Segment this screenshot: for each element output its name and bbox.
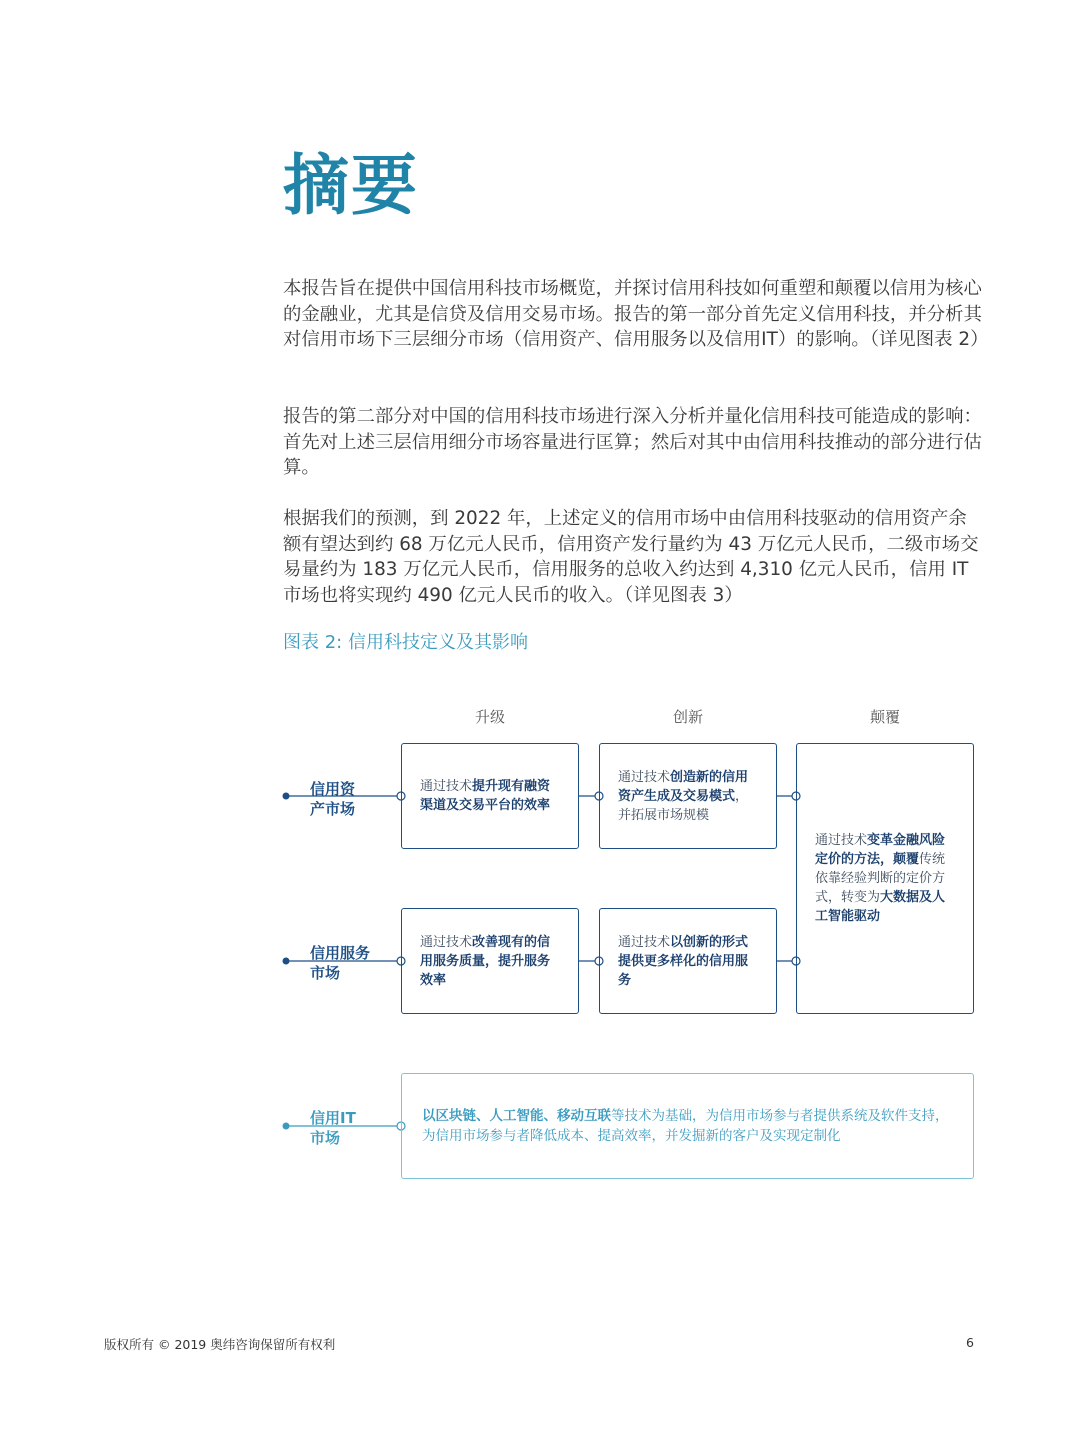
- figure-title: 图表 2: 信用科技定义及其影响: [283, 632, 528, 653]
- cell-asset-innovate: [599, 743, 777, 849]
- row-label-line: 市场: [310, 964, 341, 982]
- row-label-line: 信用服务: [310, 944, 371, 962]
- cell-text-normal: 传统依靠经验判断的定价方式，转变为: [815, 852, 946, 905]
- paragraph-intro: 本报告旨在提供中国信用科技市场概览，并探讨信用科技如何重塑和颠覆以信用为核心的金融业，尤其是信贷及信用交易市场。报告的第一部分首先定义信用科技，并分析其对信用市场下三层细分市场（信用资产、信用服务以及信用IT）的影响。（详见图表 2）: [283, 278, 989, 350]
- cell-text-bold: 以区块链、人工智能、移动互联: [422, 1108, 611, 1124]
- cell-text-normal: ，并拓展市场规模: [618, 788, 749, 823]
- row-label-line: 产市场: [310, 800, 356, 818]
- cell-text: [420, 933, 560, 990]
- row-label-credit-services: [310, 943, 370, 983]
- cell-text-bold: 创造新的信用资产生成及交易模式: [618, 769, 749, 804]
- row-label-line: 信用IT: [310, 1109, 356, 1127]
- row-label-credit-it: [310, 1108, 356, 1148]
- column-header-innovate: 创新: [672, 708, 703, 726]
- cell-service-innovate: [599, 908, 777, 1014]
- cell-disrupt: [796, 743, 974, 1014]
- cell-text-bold: 改善现有的信用服务质量，提升服务效率: [420, 934, 551, 988]
- cell-text-bold: 大数据及人工智能驱动: [815, 890, 946, 924]
- cell-text: [618, 768, 758, 825]
- row-label-line: 市场: [310, 1129, 341, 1147]
- page-title: 摘要: [283, 147, 419, 224]
- cell-text: [422, 1106, 953, 1146]
- cell-text-normal: 通过技术: [420, 934, 473, 950]
- cell-text-normal: 等技术为基础，为信用市场参与者提供系统及软件支持，为信用市场参与者降低成本、提高效率，并发掘新的客户及实现定制化: [422, 1108, 949, 1144]
- cell-text-normal: 通过技术: [618, 769, 671, 785]
- column-header-disrupt: 颠覆: [869, 708, 900, 726]
- cell-text-bold: 变革金融风险定价的方法，颠覆: [815, 833, 946, 867]
- row-label-line: 信用资: [310, 780, 356, 798]
- cell-text: [420, 777, 560, 815]
- cell-text: [815, 831, 955, 926]
- cell-text-bold: 提升现有融资渠道及交易平台的效率: [420, 779, 551, 813]
- page-number: 6: [966, 1335, 974, 1350]
- footer-copyright: 版权所有 © 2019 奥纬咨询保留所有权利: [104, 1337, 336, 1352]
- cell-text-bold: 以创新的形式提供更多样化的信用服务: [618, 934, 749, 988]
- paragraph-part-two: 报告的第二部分对中国的信用科技市场进行深入分析并量化信用科技可能造成的影响：首先对上述三层信用细分市场容量进行匡算；然后对其中由信用科技推动的部分进行估算。: [283, 406, 982, 478]
- cell-text-normal: 通过技术: [420, 779, 473, 794]
- row-label-credit-assets: [310, 779, 355, 819]
- paragraph-forecast: 根据我们的预测，到 2022 年，上述定义的信用市场中由信用科技驱动的信用资产余额有望达到约 68 万亿元人民币，信用资产发行量约为 43 万亿元人民币，二级市场交易量约为 183 万亿元人民币，信用服务的总收入约达到 4,310 亿元人民币，信用 IT 市场也将实现约 490 亿元人民币的收入。（详见图表 3）: [283, 508, 979, 606]
- cell-text: [618, 933, 758, 990]
- cell-credit-it: [401, 1073, 974, 1179]
- cell-service-upgrade: [401, 908, 579, 1014]
- cell-text-normal: 通过技术: [815, 833, 868, 848]
- cell-text-normal: 通过技术: [618, 934, 671, 950]
- column-header-upgrade: 升级: [474, 708, 505, 726]
- cell-asset-upgrade: [401, 743, 579, 849]
